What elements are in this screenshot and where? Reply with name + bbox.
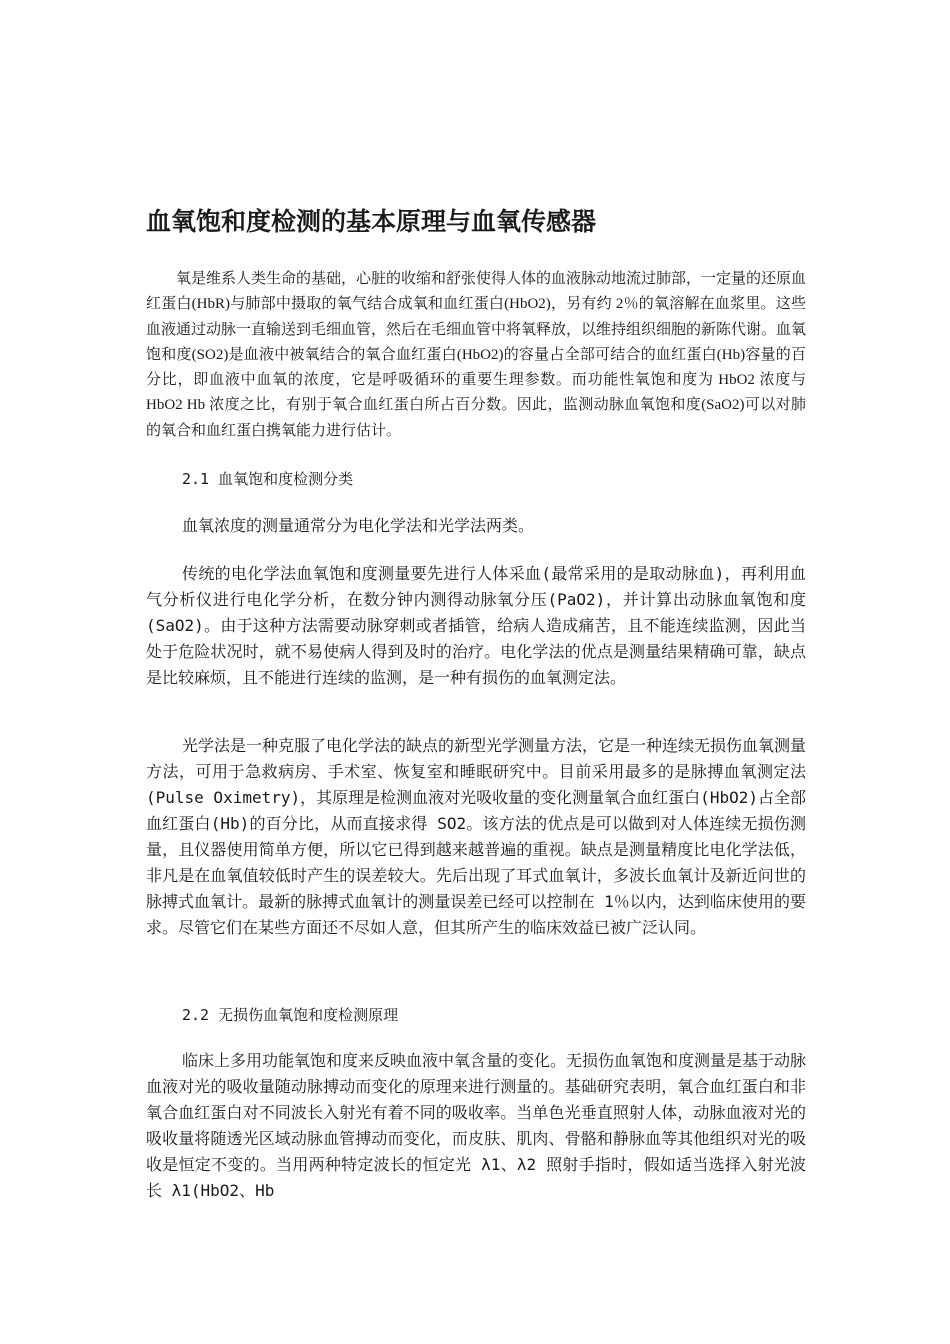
paragraph-electrochemical-method: 传统的电化学法血氧饱和度测量要先进行人体采血(最常采用的是取动脉血)，再利用血气分析仪进行电化学分析，在数分钟内测得动脉氧分压(PaO2)，并计算出动脉血氧饱和度(SaO2)。由于这种方法需要动脉穿刺或者插管，给病人造成痛苦，且不能连续监测，因此当处于危险状况时，就不易使病人得到及时的治疗。电化学法的优点是测量结果精确可靠，缺点是比较麻烦，且不能进行连续的监测，是一种有损伤的血氧测定法。 (146, 564, 806, 687)
paragraph-noninvasive-principle: 临床上多用功能氧饱和度来反映血液中氧含量的变化。无损伤血氧饱和度测量是基于动脉血液对光的吸收量随动脉搏动而变化的原理来进行测量的。基础研究表明，氧合血红蛋白和非氧合血红蛋白对不同波长入射光有着不同的吸收率。当单色光垂直照射人体，动脉血液对光的吸收量将随透光区域动脉血管搏动而变化，而皮肤、肌肉、骨骼和静脉血等其他组织对光的吸收是恒定不变的。当用两种特定波长的恒定光 λ1、λ2 照射手指时，假如适当选择入射光波长 λ1(HbO2、Hb (146, 1051, 807, 1200)
section-heading-2-1: 2.1 血氧饱和度检测分类 (182, 470, 354, 488)
paragraph-measurement-categories: 血氧浓度的测量通常分为电化学法和光学法两类。 (182, 516, 535, 535)
paragraph-optical-method: 光学法是一种克服了电化学法的缺点的新型光学测量方法，它是一种连续无损伤血氧测量方法，可用于急救病房、手术室、恢复室和睡眠研究中。目前采用最多的是脉搏血氧测定法(Pulse Oximetry)，其原理是检测血液对光吸收量的变化测量氧合血红蛋白(HbO2)占全部血红蛋白(Hb)的百分比，从而直接求得 SO2。该方法的优点是可以做到对人体连续无损伤测量，且仪器使用简单方便，所以它已得到越来越普遍的重视。缺点是测量精度比电化学法低，非凡是在血氧值较低时产生的误差较大。先后出现了耳式血氧计，多波长血氧计及新近问世的脉搏式血氧计。最新的脉搏式血氧计的测量误差已经可以控制在 1％以内，达到临床使用的要求。尽管它们在某些方面还不尽如人意，但其所产生的临床效益已被广泛认同。 (146, 736, 807, 937)
section-heading-2-2: 2.2 无损伤血氧饱和度检测原理 (182, 1006, 399, 1024)
document-title: 血氧饱和度检测的基本原理与血氧传感器 (146, 207, 597, 236)
intro-paragraph: 氧是维系人类生命的基础，心脏的收缩和舒张使得人体的血液脉动地流过肺部，一定量的还原血红蛋白(HbR)与肺部中摄取的氧气结合成氧和血红蛋白(HbO2)，另有约 2％的氧溶解在血浆里。这些血液通过动脉一直输送到毛细血管，然后在毛细血管中将氧释放，以维持组织细胞的新陈代谢。血氧饱和度(SO2)是血液中被氧结合的氧合血红蛋白(HbO2)的容量占全部可结合的血红蛋白(Hb)容量的百分比，即血液中血氧的浓度，它是呼吸循环的重要生理参数。而功能性氧饱和度为 HbO2 浓度与 HbO2 Hb 浓度之比，有别于氧合血红蛋白所占百分数。因此，监测动脉血氧饱和度(SaO2)可以对肺的氧合和血红蛋白携氧能力进行估计。 (146, 271, 807, 439)
